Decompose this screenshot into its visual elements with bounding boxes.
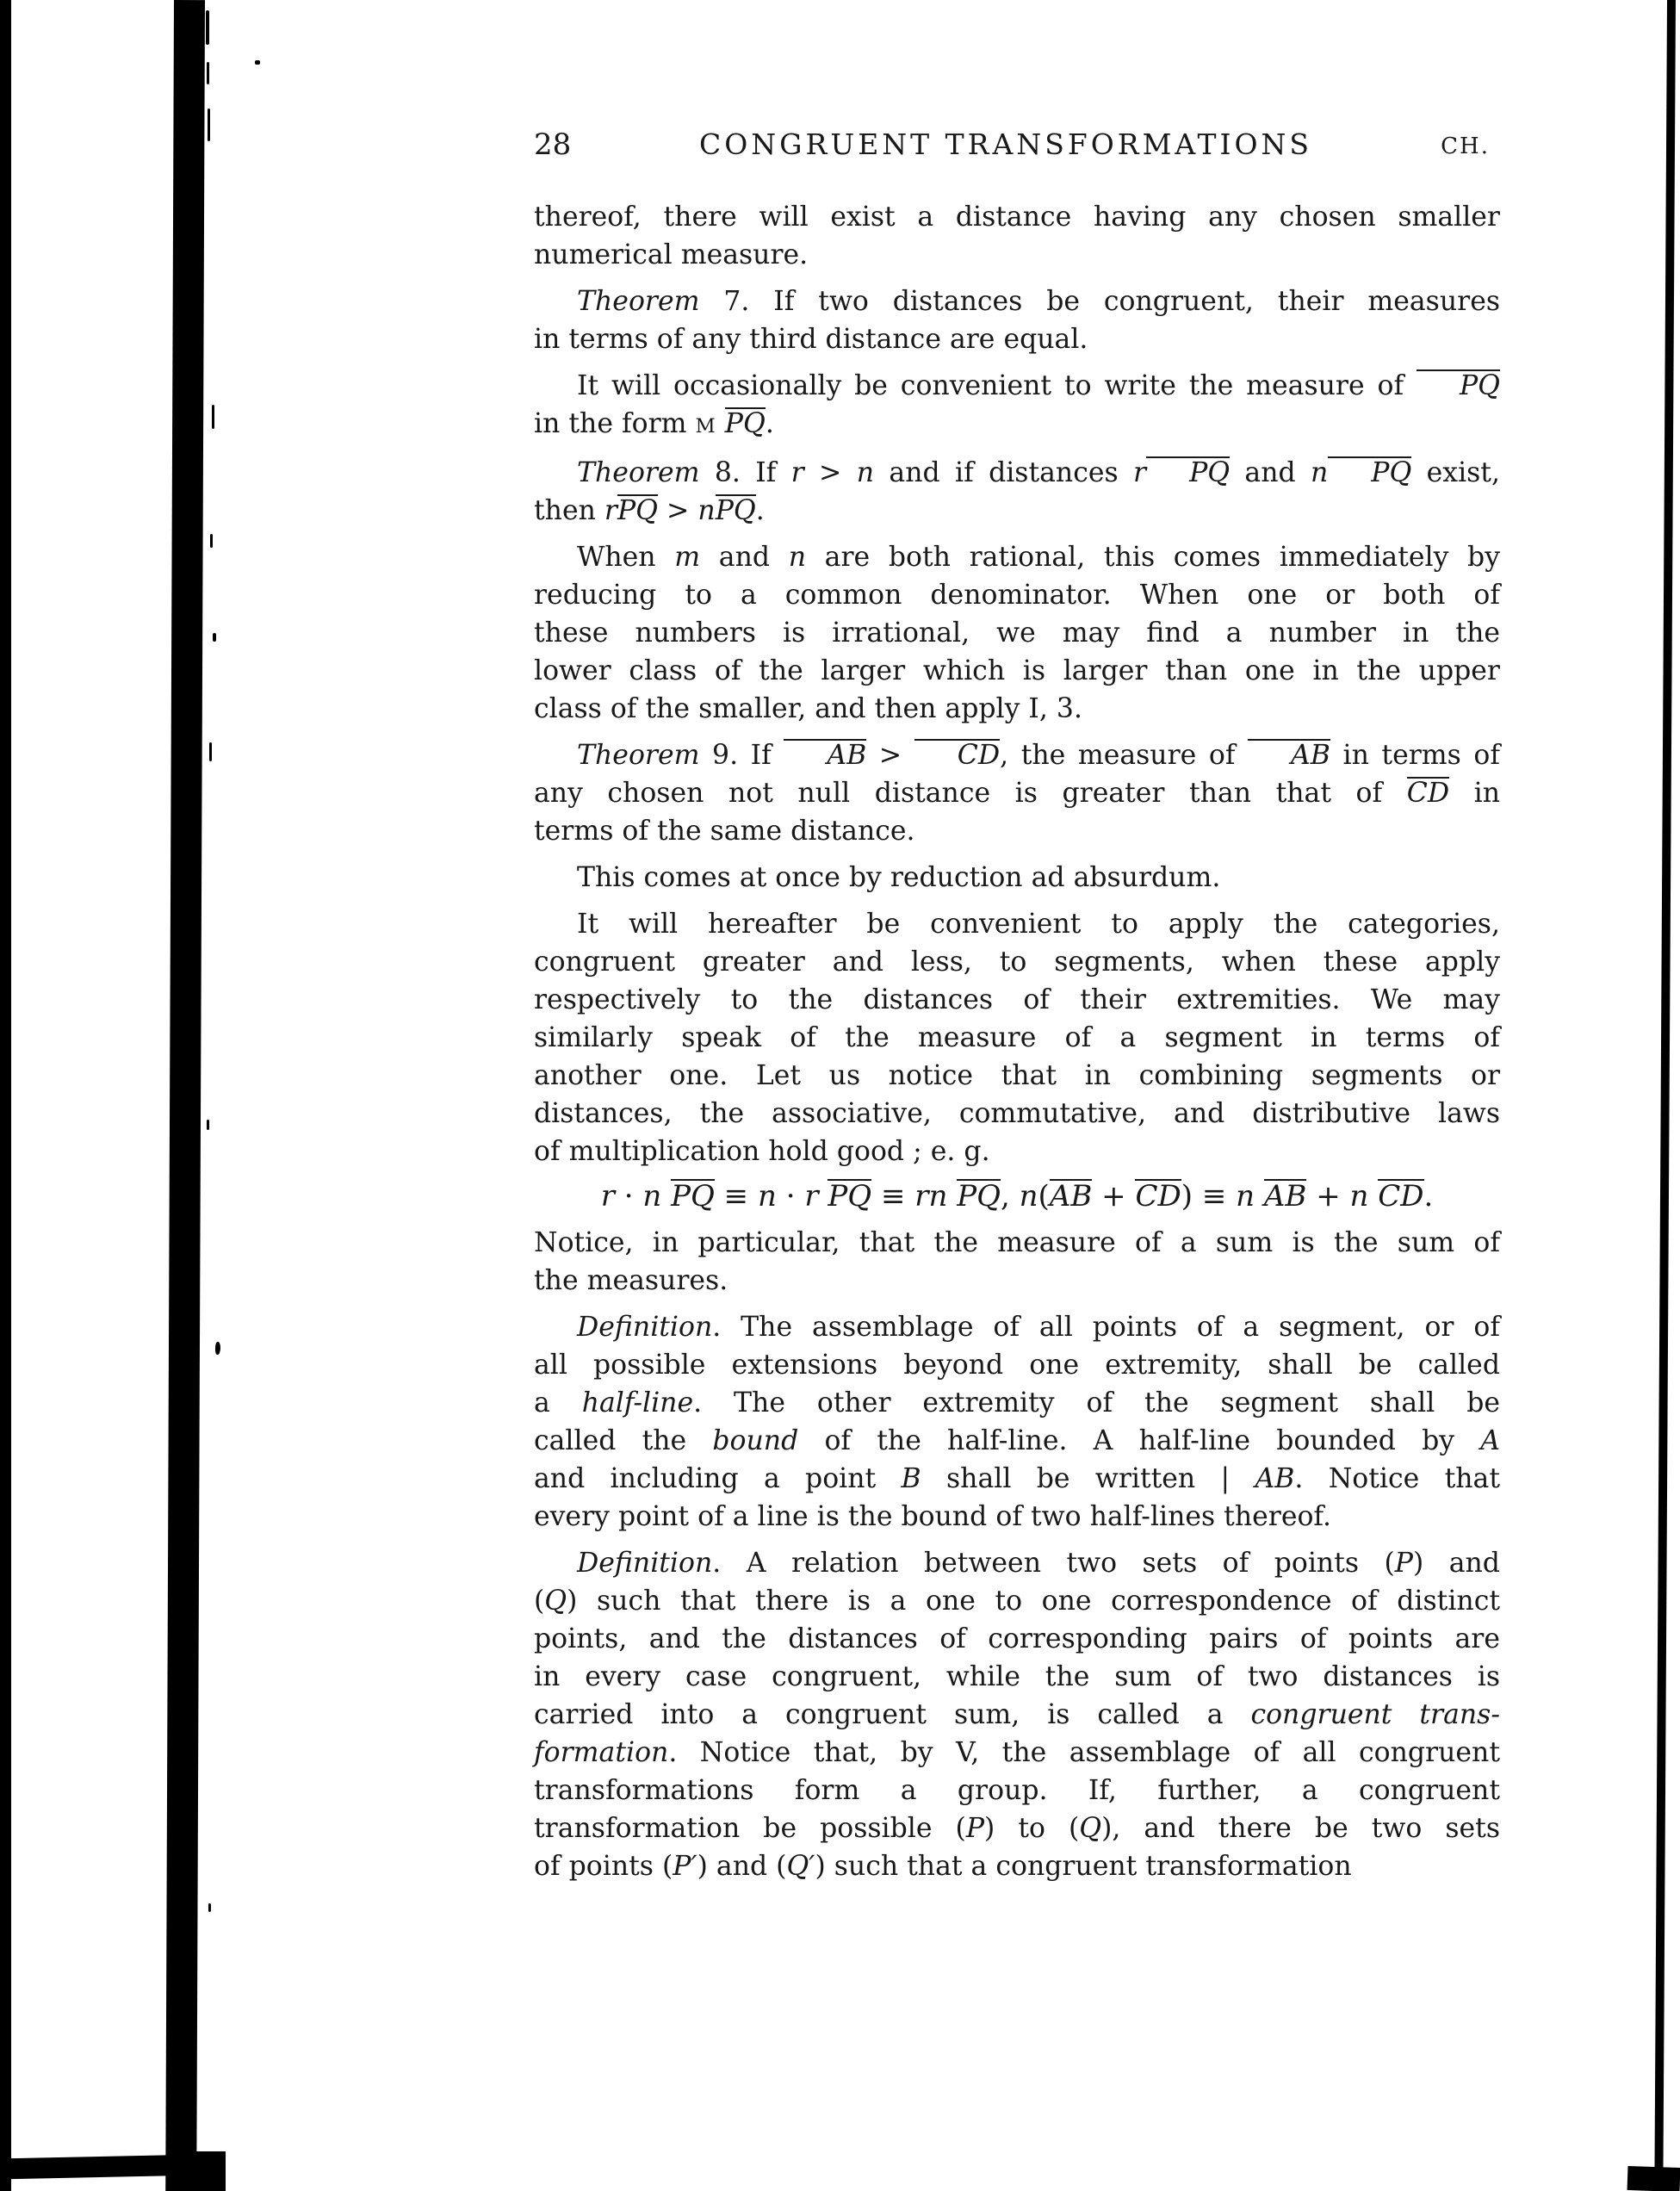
text-line: called the bound of the half-line. A half-line bounded by A [534,1425,1500,1456]
paragraph [534,905,1500,1170]
paragraph [534,1544,1500,1885]
overline-math: PQ [671,1179,715,1213]
overline-math: PQ [1417,369,1500,400]
text-line: similarly speak of the measure of a segment in terms of [534,1022,1500,1053]
paragraph [534,538,1500,728]
text-line: (Q) such that there is a one to one correspondence of distinct [534,1586,1500,1617]
text-line: the measures. [534,1265,728,1296]
scan-speck [208,1903,211,1912]
overline-math: PQ [724,408,766,439]
paragraph [534,859,1500,897]
overline-math: CD [1135,1179,1181,1213]
text-line: another one. Let us notice that in combining segments or [534,1060,1500,1091]
text-line: It will occasionally be convenient to write the measure of PQ [577,370,1500,401]
scan-speck [206,10,209,45]
scan-gutter-bar [165,0,205,2191]
paragraph [534,454,1500,530]
text-line: This comes at once by reduction ad absurdum. [577,862,1221,893]
text-line: It will hereafter be convenient to apply the categories, [577,909,1500,940]
text-line: any chosen not null distance is greater than that of CD in [534,778,1500,809]
text-line: lower class of the larger which is larger than one in the upper [534,655,1500,686]
text-line: in terms of any third distance are equal. [534,324,1088,355]
text-line: Theorem 7. If two distances be congruent, their measures [577,286,1500,317]
text-line: Definition. The assemblage of all points of a segment, or of [577,1312,1500,1343]
overline-math: AB [1049,1179,1093,1213]
paragraph [534,1308,1500,1536]
text-line: then rPQ > nPQ. [534,495,765,526]
text-line: in every case congruent, while the sum of two distances is [534,1661,1500,1692]
text-body [534,198,1500,1885]
running-head [534,126,1500,165]
text-line: terms of the same distance. [534,816,915,847]
scan-speck [212,405,214,429]
paragraph [534,282,1500,358]
text-line: class of the smaller, and then apply I, 3. [534,693,1082,724]
overline-math: CD [914,739,1000,770]
text-line: in the form M PQ. [534,408,774,439]
scan-speck [208,109,210,141]
text-line: numerical measure. [534,239,809,270]
paragraph [534,367,1500,445]
scan-right-edge [1654,0,1676,2191]
overline-math: AB [1248,739,1330,770]
scan-left-edge [0,0,11,2191]
overline-math: PQ [1328,456,1411,487]
scan-bottom-right-corner [1627,2166,1680,2191]
paragraph [534,1224,1500,1300]
scan-bottom-left-band [7,2155,193,2180]
text-line: reducing to a common denominator. When one or both of [534,580,1500,611]
paragraph [534,198,1500,274]
text-line: these numbers is irrational, we may find a number in the [534,618,1500,649]
overline-math: CD [1378,1179,1424,1213]
formula-paragraph [534,1177,1500,1215]
scan-speck [215,1342,220,1355]
scan-speck [207,62,209,84]
text-line: congruent greater and less, to segments, when these apply [534,947,1500,978]
text-line: all possible extensions beyond one extremity, shall be called [534,1350,1500,1381]
text-line: r · n PQ ≡ n · r PQ ≡ rn PQ, n(AB + CD) ≡ n AB + n CD. [600,1179,1434,1213]
overline-math: AB [784,739,866,770]
scan-speck [255,60,260,65]
paragraph [534,736,1500,850]
overline-math: CD [1406,778,1450,809]
text-line: transformation be possible (P) to (Q), and there be two sets [534,1813,1500,1844]
overline-math: PQ [957,1179,1001,1213]
text-line: Definition. A relation between two sets of points (P) and [577,1548,1500,1579]
scan-speck [207,1120,209,1130]
text-line: Notice, in particular, that the measure of a sum is the sum of [534,1227,1500,1258]
text-line: carried into a congruent sum, is called a congruent trans- [534,1699,1500,1730]
text-line: and including a point B shall be written | AB. Notice that [534,1463,1500,1494]
overline-math: PQ [617,495,658,526]
text-line: distances, the associative, commutative, and distributive laws [534,1098,1500,1129]
text-line: points, and the distances of corresponding pairs of points are [534,1623,1500,1654]
text-line: When m and n are both rational, this comes immediately by [577,542,1500,573]
text-line: Theorem 9. If AB > CD, the measure of AB in terms of [577,740,1501,771]
scan-speck [209,742,212,761]
text-line: a half-line. The other extremity of the segment shall be [534,1387,1500,1418]
chapter-label: CH. [1441,133,1490,159]
text-line: thereof, there will exist a distance having any chosen smaller [534,202,1500,233]
text-line: transformations form a group. If, further, a congruent [534,1775,1500,1806]
text-line: Theorem 8. If r > n and if distances r PQ and n PQ exist, [577,457,1500,488]
overline-math: PQ [828,1179,872,1213]
text-line: of multiplication hold good ; e. g. [534,1136,990,1167]
small-cap-m: M [695,415,716,438]
overline-math: PQ [1146,456,1230,487]
overline-math: AB [1263,1179,1307,1213]
page-number: 28 [534,127,572,162]
text-line: respectively to the distances of their extremities. We may [534,984,1500,1015]
text-line: every point of a line is the bound of two half-lines thereof. [534,1501,1331,1532]
scan-speck [213,633,216,642]
running-head-title: CONGRUENT TRANSFORMATIONS [699,127,1313,161]
text-line: of points (P′) and (Q′) such that a congruent transformation [534,1851,1352,1882]
scan-speck [210,534,213,548]
text-line: formation. Notice that, by V, the assemblage of all congruent [534,1737,1500,1768]
overline-math: PQ [715,495,756,526]
